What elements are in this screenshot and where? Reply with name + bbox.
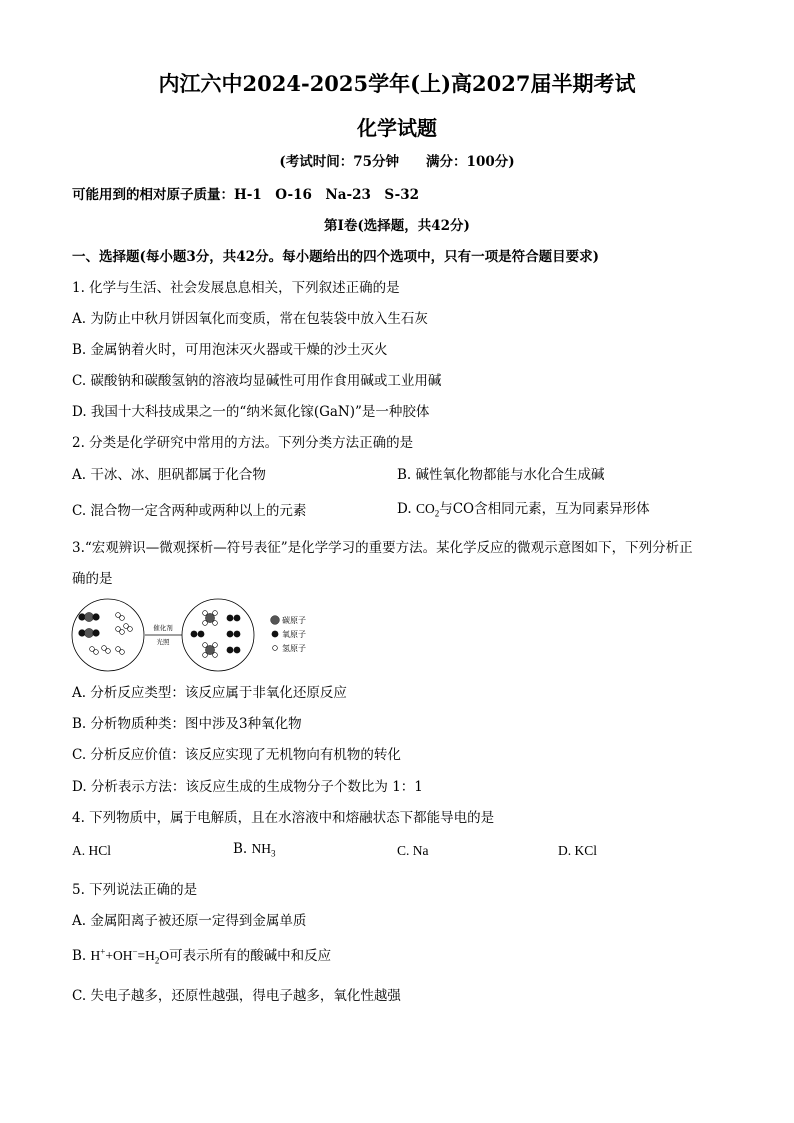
question-5-option-c: C. 失电子越多，还原性越强，得电子越多，氧化性越强 bbox=[72, 988, 401, 1004]
question-3-option-d: D. 分析表示方法：该反应生成的生成物分子个数比为 1：1 bbox=[72, 779, 423, 795]
light-label: 光照 bbox=[156, 638, 170, 646]
reaction-diagram bbox=[70, 596, 330, 674]
co2-formula: $CO_2$ bbox=[415, 501, 440, 519]
section-heading: 一、选择题(每小题3分，共42分。每小题给出的四个选项中，只有一项是符合题目要求) bbox=[72, 249, 599, 265]
question-2-option-d: D. $CO_2$与CO含相同元素，互为同素异形体 bbox=[397, 501, 650, 519]
question-4-option-a: A. HCl bbox=[72, 843, 112, 858]
exam-info: (考试时间：75分钟 满分：100分) bbox=[279, 154, 515, 170]
question-3-option-c: C. 分析反应价值：该反应实现了无机物向有机物的转化 bbox=[72, 747, 401, 763]
exam-subtitle: 化学试题 bbox=[357, 116, 437, 140]
question-4-option-c: C. Na bbox=[397, 843, 429, 858]
ionic-equation: $H^++OH^-=H_2O$ bbox=[90, 946, 170, 966]
question-1-stem: 1. 化学与生活、社会发展息息相关，下列叙述正确的是 bbox=[72, 280, 400, 296]
question-2-stem: 2. 分类是化学研究中常用的方法。下列分类方法正确的是 bbox=[72, 435, 414, 451]
question-4-option-b: B. $NH_3$ bbox=[233, 841, 276, 859]
catalyst-label: 催化剂 bbox=[153, 624, 173, 632]
product-molecules bbox=[191, 611, 241, 658]
hydrogen-atom-icon bbox=[273, 646, 278, 651]
carbon-atom-icon bbox=[271, 616, 280, 625]
question-4-option-d: D. KCl bbox=[558, 843, 598, 858]
reactant-molecules bbox=[78, 612, 132, 654]
question-2-option-a: A. 干冰、冰、胆矾都属于化合物 bbox=[72, 467, 266, 483]
question-1-option-a: A. 为防止中秋月饼因氧化而变质，常在包装袋中放入生石灰 bbox=[72, 311, 428, 327]
question-2-option-c: C. 混合物一定含两种或两种以上的元素 bbox=[72, 503, 307, 519]
oxygen-atom-icon bbox=[272, 631, 279, 638]
question-4-stem: 4. 下列物质中，属于电解质，且在水溶液中和熔融状态下都能导电的是 bbox=[72, 810, 495, 826]
question-5-stem: 5. 下列说法正确的是 bbox=[72, 882, 198, 898]
question-3-option-b: B. 分析物质种类：图中涉及3种氧化物 bbox=[72, 716, 302, 732]
legend-oxygen: 氧原子 bbox=[282, 630, 306, 639]
exam-title: 内江六中2024-2025学年(上)高2027届半期考试 bbox=[158, 71, 636, 96]
question-5-option-a: A. 金属阳离子被还原一定得到金属单质 bbox=[72, 913, 307, 929]
nh3-formula: $NH_3$ bbox=[251, 841, 276, 859]
question-2-option-b: B. 碱性氧化物都能与水化合生成碱 bbox=[397, 467, 605, 483]
part-heading: 第Ⅰ卷(选择题，共42分) bbox=[324, 218, 470, 234]
question-1-option-b: B. 金属钠着火时，可用泡沫灭火器或干燥的沙土灭火 bbox=[72, 342, 388, 358]
question-3-stem-line1: 3.“宏观辨识—微观探析—符号表征”是化学学习的重要方法。某化学反应的微观示意图如下，下列分析正 bbox=[72, 540, 693, 556]
question-1-option-c: C. 碳酸钠和碳酸氢钠的溶液均显碱性可用作食用碱或工业用碱 bbox=[72, 373, 442, 389]
question-1-option-d: D. 我国十大科技成果之一的“纳米氮化镓(GaN)”是一种胶体 bbox=[72, 404, 430, 420]
diagram-legend bbox=[271, 615, 306, 653]
atomic-masses: 可能用到的相对原子质量：H-1 O-16 Na-23 S-32 bbox=[72, 187, 420, 203]
legend-hydrogen: 氢原子 bbox=[282, 644, 306, 653]
legend-carbon: 碳原子 bbox=[282, 616, 306, 625]
question-3-option-a: A. 分析反应类型：该反应属于非氧化还原反应 bbox=[72, 685, 347, 701]
question-3-stem-line2: 确的是 bbox=[72, 571, 113, 587]
question-5-option-b: B. $H^++OH^-=H_2O$可表示所有的酸碱中和反应 bbox=[72, 946, 332, 966]
